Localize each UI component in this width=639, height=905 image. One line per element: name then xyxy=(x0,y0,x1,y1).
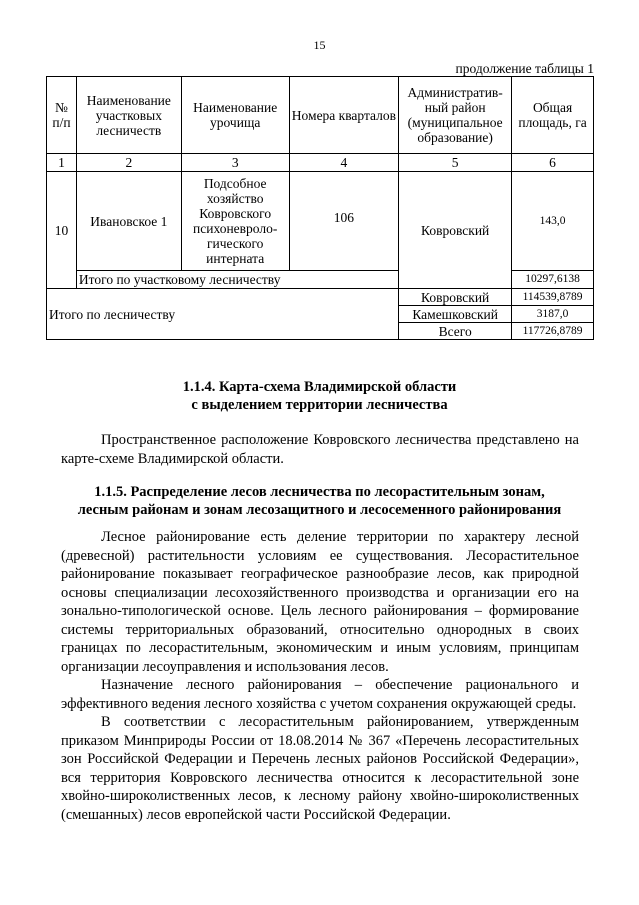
column-number: 2 xyxy=(76,154,181,172)
section-115-title xyxy=(0,483,639,519)
section-115-title-line: 1.1.5. Распределение лесов лесничества по лесорастительным зонам, xyxy=(94,484,545,500)
paragraph: В соответствии с лесорастительным районированием, утвержденным приказом Минприроды России от 18.08.2014 № 367 «Перечень лесорастительных зон Российской Федерации и Перечень лесных районов Российской Федерации», вся территория Ковровского лесничества относится к лесорастительной зоне хвойно-широколиственных лесов, к лесному району хвойно-широколиственных (смешанных) лесов европейской части Российской Федерации. xyxy=(61,714,579,823)
header-district: Административ-ный район (муниципальное образование) xyxy=(399,77,512,154)
header-forestry: Наименование участковых лесничеств xyxy=(76,77,181,154)
column-number: 1 xyxy=(47,154,77,172)
subtotal-area: 10297,6138 xyxy=(512,271,594,289)
header-area: Общая площадь, га xyxy=(512,77,594,154)
section-114-body xyxy=(61,431,579,468)
total-area: 3187,0 xyxy=(512,306,594,323)
row-tract: Подсобное хозяйство Ковровского психоневроло-гического интерната xyxy=(181,172,289,271)
column-number-row xyxy=(47,154,594,172)
column-number: 6 xyxy=(512,154,594,172)
table-header-row xyxy=(47,77,594,154)
subtotal-label: Итого по участковому лесничеству xyxy=(76,271,398,289)
row-district: Ковровский xyxy=(399,172,512,289)
total-district: Ковровский xyxy=(399,289,512,306)
header-quarters: Номера кварталов xyxy=(289,77,399,154)
paragraph: Назначение лесного районирования – обеспечение рационального и эффективного ведения лесного хозяйства с учетом сохранения окружающей среды. xyxy=(61,677,579,712)
row-num: 10 xyxy=(47,172,77,289)
paragraph: Пространственное расположение Ковровского лесничества представлено на карте-схеме Владимирской области. xyxy=(61,432,579,467)
subtotal-row xyxy=(47,271,594,289)
total-district: Камешковский xyxy=(399,306,512,323)
header-num: № п/п xyxy=(47,77,77,154)
section-115-body xyxy=(61,528,579,824)
column-number: 5 xyxy=(399,154,512,172)
table-row xyxy=(47,172,594,271)
total-district: Всего xyxy=(399,323,512,340)
forestry-table xyxy=(46,76,594,340)
total-area: 117726,8789 xyxy=(512,323,594,340)
row-quarters: 106 xyxy=(289,172,399,271)
row-forestry: Ивановское 1 xyxy=(76,172,181,271)
total-row xyxy=(47,289,594,306)
header-tract: Наименование урочища xyxy=(181,77,289,154)
paragraph: Лесное районирование есть деление территории по характеру лесной (древесной) растительности условиям ее существования. Лесорастительное районирование показывает географическое разнообразие лесов, как природной основы специализации лесохозяйственного производства и организации его на зонально-типологической основе. Цель лесного районирования – формирование системы территориальных образований, относительно однородных в своих границах по лесорастительным, экономическим и иным условиям, принципам организации лесоуправления и использования лесов. xyxy=(61,529,579,675)
total-area: 114539,8789 xyxy=(512,289,594,306)
page-number: 15 xyxy=(313,38,326,52)
section-114-title-line: 1.1.4. Карта-схема Владимирской области xyxy=(182,379,457,395)
row-area: 143,0 xyxy=(512,172,594,271)
section-114-title xyxy=(0,378,639,414)
section-115-title-line: лесным районам и зонам лесозащитного и лесосеменного районирования xyxy=(77,502,562,518)
column-number: 4 xyxy=(289,154,399,172)
section-114-title-line: с выделением территории лесничества xyxy=(191,397,448,413)
table-continuation-label: продолжение таблицы 1 xyxy=(455,61,594,76)
total-label: Итого по лесничеству xyxy=(47,289,399,340)
column-number: 3 xyxy=(181,154,289,172)
